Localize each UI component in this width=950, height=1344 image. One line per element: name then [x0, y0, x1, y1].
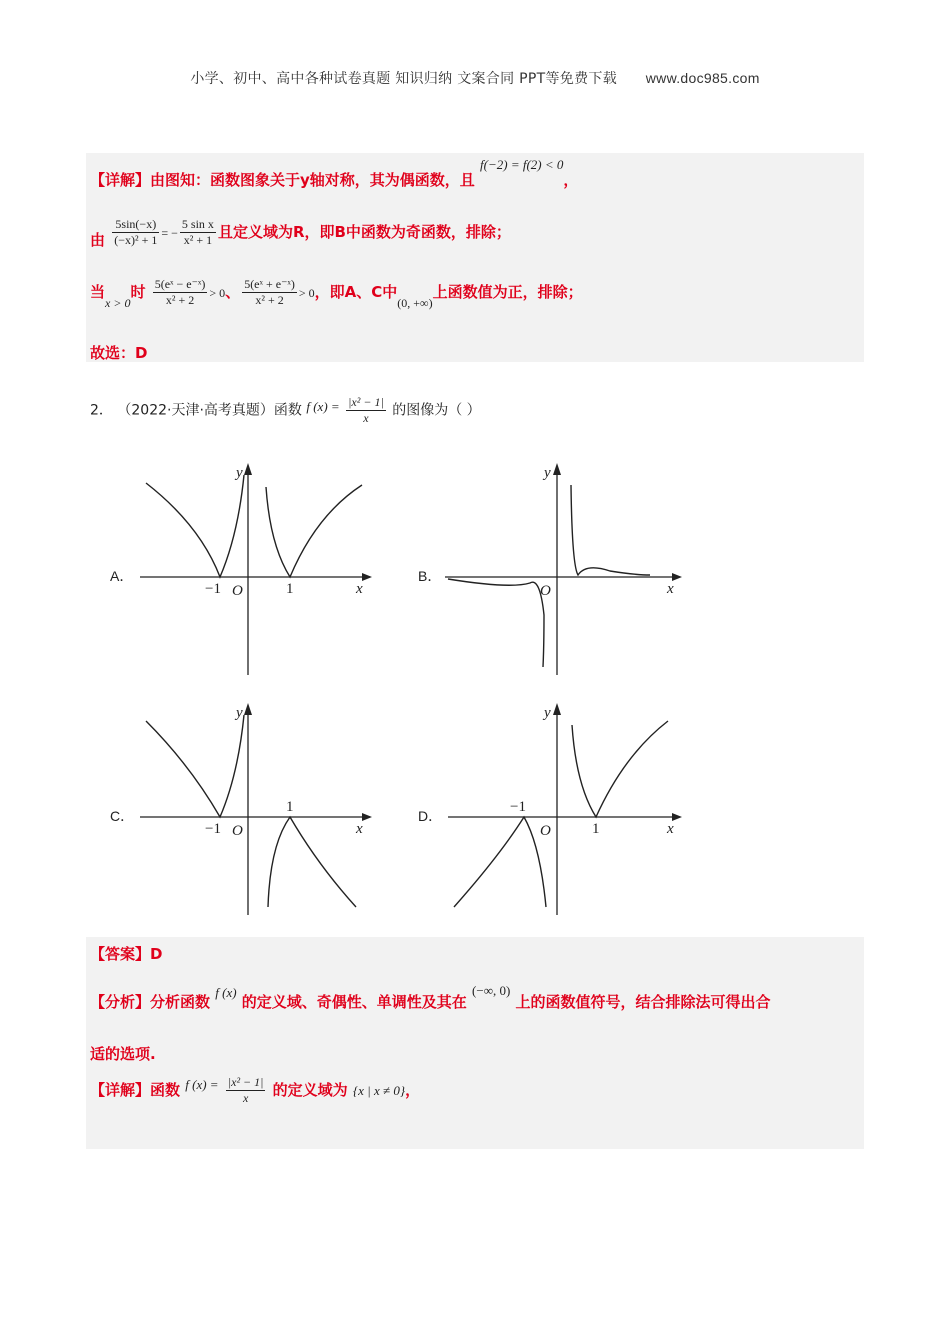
detail-text: 上函数值为正，排除； [432, 283, 583, 301]
detail-tag: 【详解】 [90, 171, 151, 189]
question-number: 2． [90, 402, 113, 419]
analysis-tag: 【分析】 [90, 993, 151, 1011]
detail-line-3 [90, 277, 583, 308]
frac-num: |x² − 1| [227, 1075, 264, 1089]
curve-left [146, 715, 244, 817]
origin-label: O [540, 823, 551, 839]
text-shi: 时 [130, 283, 146, 301]
frac-num: 5sin(−x) [112, 217, 159, 233]
curve-right [268, 817, 356, 907]
page-header [0, 68, 950, 88]
frac-num: 5(eˣ + e⁻ˣ) [244, 277, 295, 291]
math-interval: (0, +∞) [397, 296, 433, 310]
curve-left [146, 475, 244, 577]
tick-one: 1 [592, 821, 600, 837]
question-source: （2022·天津·高考真题）函数 [117, 402, 302, 419]
graph-option-d[interactable] [440, 695, 690, 920]
analysis-text: 分析函数 [150, 993, 211, 1011]
punct: ， [563, 171, 579, 189]
detail-text: ，即A、C中 [314, 283, 398, 301]
x-arrow-icon [362, 813, 372, 821]
fraction-sin-neg [112, 217, 159, 248]
y-arrow-icon [244, 703, 252, 715]
header-text: 小学、初中、高中各种试卷真题 知识归纳 文案合同 PPT等免费下载 [190, 71, 617, 87]
origin-label: O [540, 583, 551, 599]
y-arrow-icon [244, 463, 252, 475]
x-label: x [356, 581, 363, 597]
gt-zero: > 0 [209, 286, 226, 300]
tick-neg-one: −1 [205, 581, 221, 597]
header-site: www.doc985.com [645, 70, 760, 86]
tick-one: 1 [286, 581, 294, 597]
punct: 、 [225, 283, 241, 301]
text-dang: 当 [90, 283, 106, 301]
frac-num: 5(eˣ − e⁻ˣ) [154, 277, 206, 291]
frac-num: |x² − 1| [348, 395, 384, 409]
equals-neg: = − [161, 226, 178, 240]
func-lhs: f (x) = [306, 398, 340, 414]
detail-text: 由图知：函数图象关于y轴对称，其为偶函数，且 [150, 171, 475, 189]
tick-one: 1 [286, 799, 294, 815]
fraction-cosh [242, 277, 297, 308]
func-fraction [346, 395, 386, 426]
y-label: y [236, 465, 243, 481]
tick-neg-one: −1 [510, 799, 526, 815]
origin-label: O [232, 583, 243, 599]
solution-block-2 [86, 937, 864, 1149]
gt-zero: > 0 [298, 286, 315, 300]
x-label: x [356, 821, 363, 837]
math-domain-set: {x | x ≠ 0} [352, 1083, 406, 1098]
detail-line-4 [90, 342, 147, 363]
x-label: x [667, 581, 674, 597]
graph-option-a[interactable] [130, 455, 380, 680]
analysis-line-1 [90, 983, 771, 1012]
analysis-text: 的定义域、奇偶性、单调性及其在 [241, 993, 467, 1011]
math-condition: x > 0 [105, 296, 131, 310]
detail-text: 函数 [150, 1081, 181, 1099]
detail-text: 且定义域为R，即B中函数为奇函数，排除； [217, 223, 511, 241]
detail-line [90, 1075, 420, 1106]
solution-block-1 [86, 153, 864, 362]
fraction-sin [180, 217, 216, 248]
curve-right [572, 721, 668, 817]
frac-den: x² + 1 [183, 233, 213, 247]
answer-line [90, 943, 162, 964]
frac-den: (−x)² + 1 [114, 233, 158, 247]
frac-den: x [242, 1091, 249, 1105]
detail-line-1 [90, 157, 579, 190]
frac-den: x² + 2 [255, 293, 284, 307]
analysis-text: 适的选项. [90, 1045, 156, 1063]
y-label: y [544, 465, 551, 481]
option-c-label[interactable]: C． [110, 808, 135, 824]
y-label: y [544, 705, 551, 721]
math-even-condition: f(−2) = f(2) < 0 [480, 157, 564, 172]
frac-den: x [363, 411, 369, 425]
fraction-sinh [153, 277, 208, 308]
tick-neg-one: −1 [205, 821, 221, 837]
frac-num: 5 sin x [181, 217, 214, 231]
graph-option-b[interactable] [440, 455, 690, 680]
detail-tag: 【详解】 [90, 1081, 151, 1099]
x-label: x [667, 821, 674, 837]
y-arrow-icon [553, 703, 561, 715]
text-you: 由 [90, 231, 106, 249]
x-arrow-icon [362, 573, 372, 581]
curve-left [448, 579, 544, 667]
frac-den: x² + 2 [165, 293, 195, 307]
detail-line-2 [90, 217, 511, 248]
analysis-line-2 [90, 1043, 156, 1064]
choose-d: 故选：D [90, 344, 148, 362]
graph-option-c[interactable] [130, 695, 380, 920]
question-tail: 的图像为（ ） [392, 402, 481, 419]
option-a-label[interactable]: A． [110, 568, 134, 584]
analysis-text: 上的函数值符号，结合排除法可得出合 [515, 993, 771, 1011]
func-lhs: f (x) = [185, 1077, 219, 1092]
answer-tag: 【答案】 [90, 945, 151, 963]
option-d-label[interactable]: D． [418, 808, 443, 824]
func-fraction [226, 1075, 266, 1106]
curve-right [571, 485, 650, 575]
origin-label: O [232, 823, 243, 839]
y-arrow-icon [553, 463, 561, 475]
x-arrow-icon [672, 813, 682, 821]
punct: ， [405, 1081, 421, 1099]
math-f: f (x) [215, 985, 237, 1000]
math-interval: (−∞, 0) [472, 983, 511, 998]
detail-text: 的定义域为 [272, 1081, 348, 1099]
curve-left [454, 817, 546, 907]
x-arrow-icon [672, 573, 682, 581]
answer-value: D [150, 945, 163, 963]
option-b-label[interactable]: B． [418, 568, 442, 584]
y-label: y [236, 705, 243, 721]
curve-right [266, 485, 362, 577]
question-2 [90, 395, 481, 426]
